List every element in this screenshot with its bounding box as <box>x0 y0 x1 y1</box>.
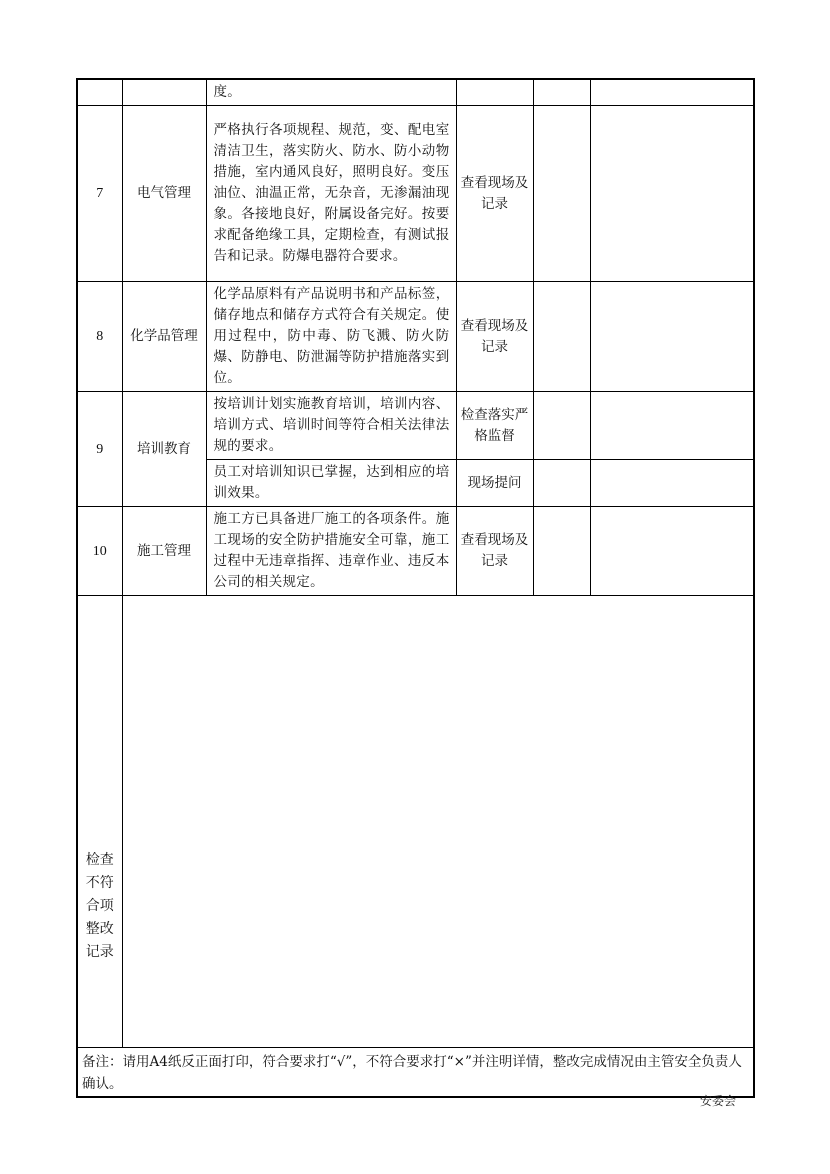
rectification-record-area[interactable] <box>122 596 754 1048</box>
remark-cell[interactable] <box>590 507 754 596</box>
requirement-text: 按培训计划实施教育培训，培训内容、培训方式、培训时间等符合相关法律法规的要求。 <box>206 392 456 460</box>
inspection-table <box>76 78 755 1098</box>
item-name <box>122 79 206 106</box>
result-cell[interactable] <box>533 282 590 392</box>
result-cell[interactable] <box>533 79 590 106</box>
check-method: 查看现场及记录 <box>456 106 533 282</box>
requirement-text: 度。 <box>206 79 456 106</box>
item-name: 施工管理 <box>122 507 206 596</box>
check-method: 现场提问 <box>456 460 533 507</box>
remark-cell[interactable] <box>590 282 754 392</box>
item-name: 电气管理 <box>122 106 206 282</box>
result-cell[interactable] <box>533 106 590 282</box>
table-row <box>77 106 754 282</box>
requirement-text: 化学品原料有产品说明书和产品标签，储存地点和储存方式符合有关规定。使用过程中，防中毒、防飞溅、防火防爆、防静电、防泄漏等防护措施落实到位。 <box>206 282 456 392</box>
table-row <box>77 79 754 106</box>
rectification-label-text: 检查不符合项整改记录 <box>85 852 114 960</box>
remark-cell[interactable] <box>590 460 754 507</box>
row-number: 9 <box>77 392 122 507</box>
row-number: 10 <box>77 507 122 596</box>
item-name: 化学品管理 <box>122 282 206 392</box>
rectification-label <box>77 596 122 1048</box>
rectification-record-row <box>77 596 754 1048</box>
check-method: 检查落实严格监督 <box>456 392 533 460</box>
note-row <box>77 1048 754 1098</box>
result-cell[interactable] <box>533 392 590 460</box>
requirement-text: 施工方已具备进厂施工的各项条件。施工现场的安全防护措施安全可靠，施工过程中无违章指挥、违章作业、违反本公司的相关规定。 <box>206 507 456 596</box>
table-row <box>77 392 754 460</box>
note-text: 备注：请用A4纸反正面打印，符合要求打“√”，不符合要求打“×”并注明详情，整改完成情况由主管安全负责人确认。 <box>77 1048 754 1098</box>
remark-cell[interactable] <box>590 106 754 282</box>
check-method: 查看现场及记录 <box>456 507 533 596</box>
footer-org: 安委会 <box>700 1094 737 1108</box>
row-number: 7 <box>77 106 122 282</box>
remark-cell[interactable] <box>590 79 754 106</box>
requirement-text: 严格执行各项规程、规范，变、配电室清洁卫生，落实防火、防水、防小动物措施，室内通风良好，照明良好。变压油位、油温正常，无杂音，无渗漏油现象。各接地良好，附属设备完好。按要求配备绝缘工具，定期检查，有测试报告和记录。防爆电器符合要求。 <box>206 106 456 282</box>
item-name: 培训教育 <box>122 392 206 507</box>
row-number: 8 <box>77 282 122 392</box>
result-cell[interactable] <box>533 460 590 507</box>
requirement-text: 员工对培训知识已掌握，达到相应的培训效果。 <box>206 460 456 507</box>
remark-cell[interactable] <box>590 392 754 460</box>
check-method: 查看现场及记录 <box>456 282 533 392</box>
table-row <box>77 282 754 392</box>
result-cell[interactable] <box>533 507 590 596</box>
check-method <box>456 79 533 106</box>
table-row <box>77 507 754 596</box>
row-number <box>77 79 122 106</box>
